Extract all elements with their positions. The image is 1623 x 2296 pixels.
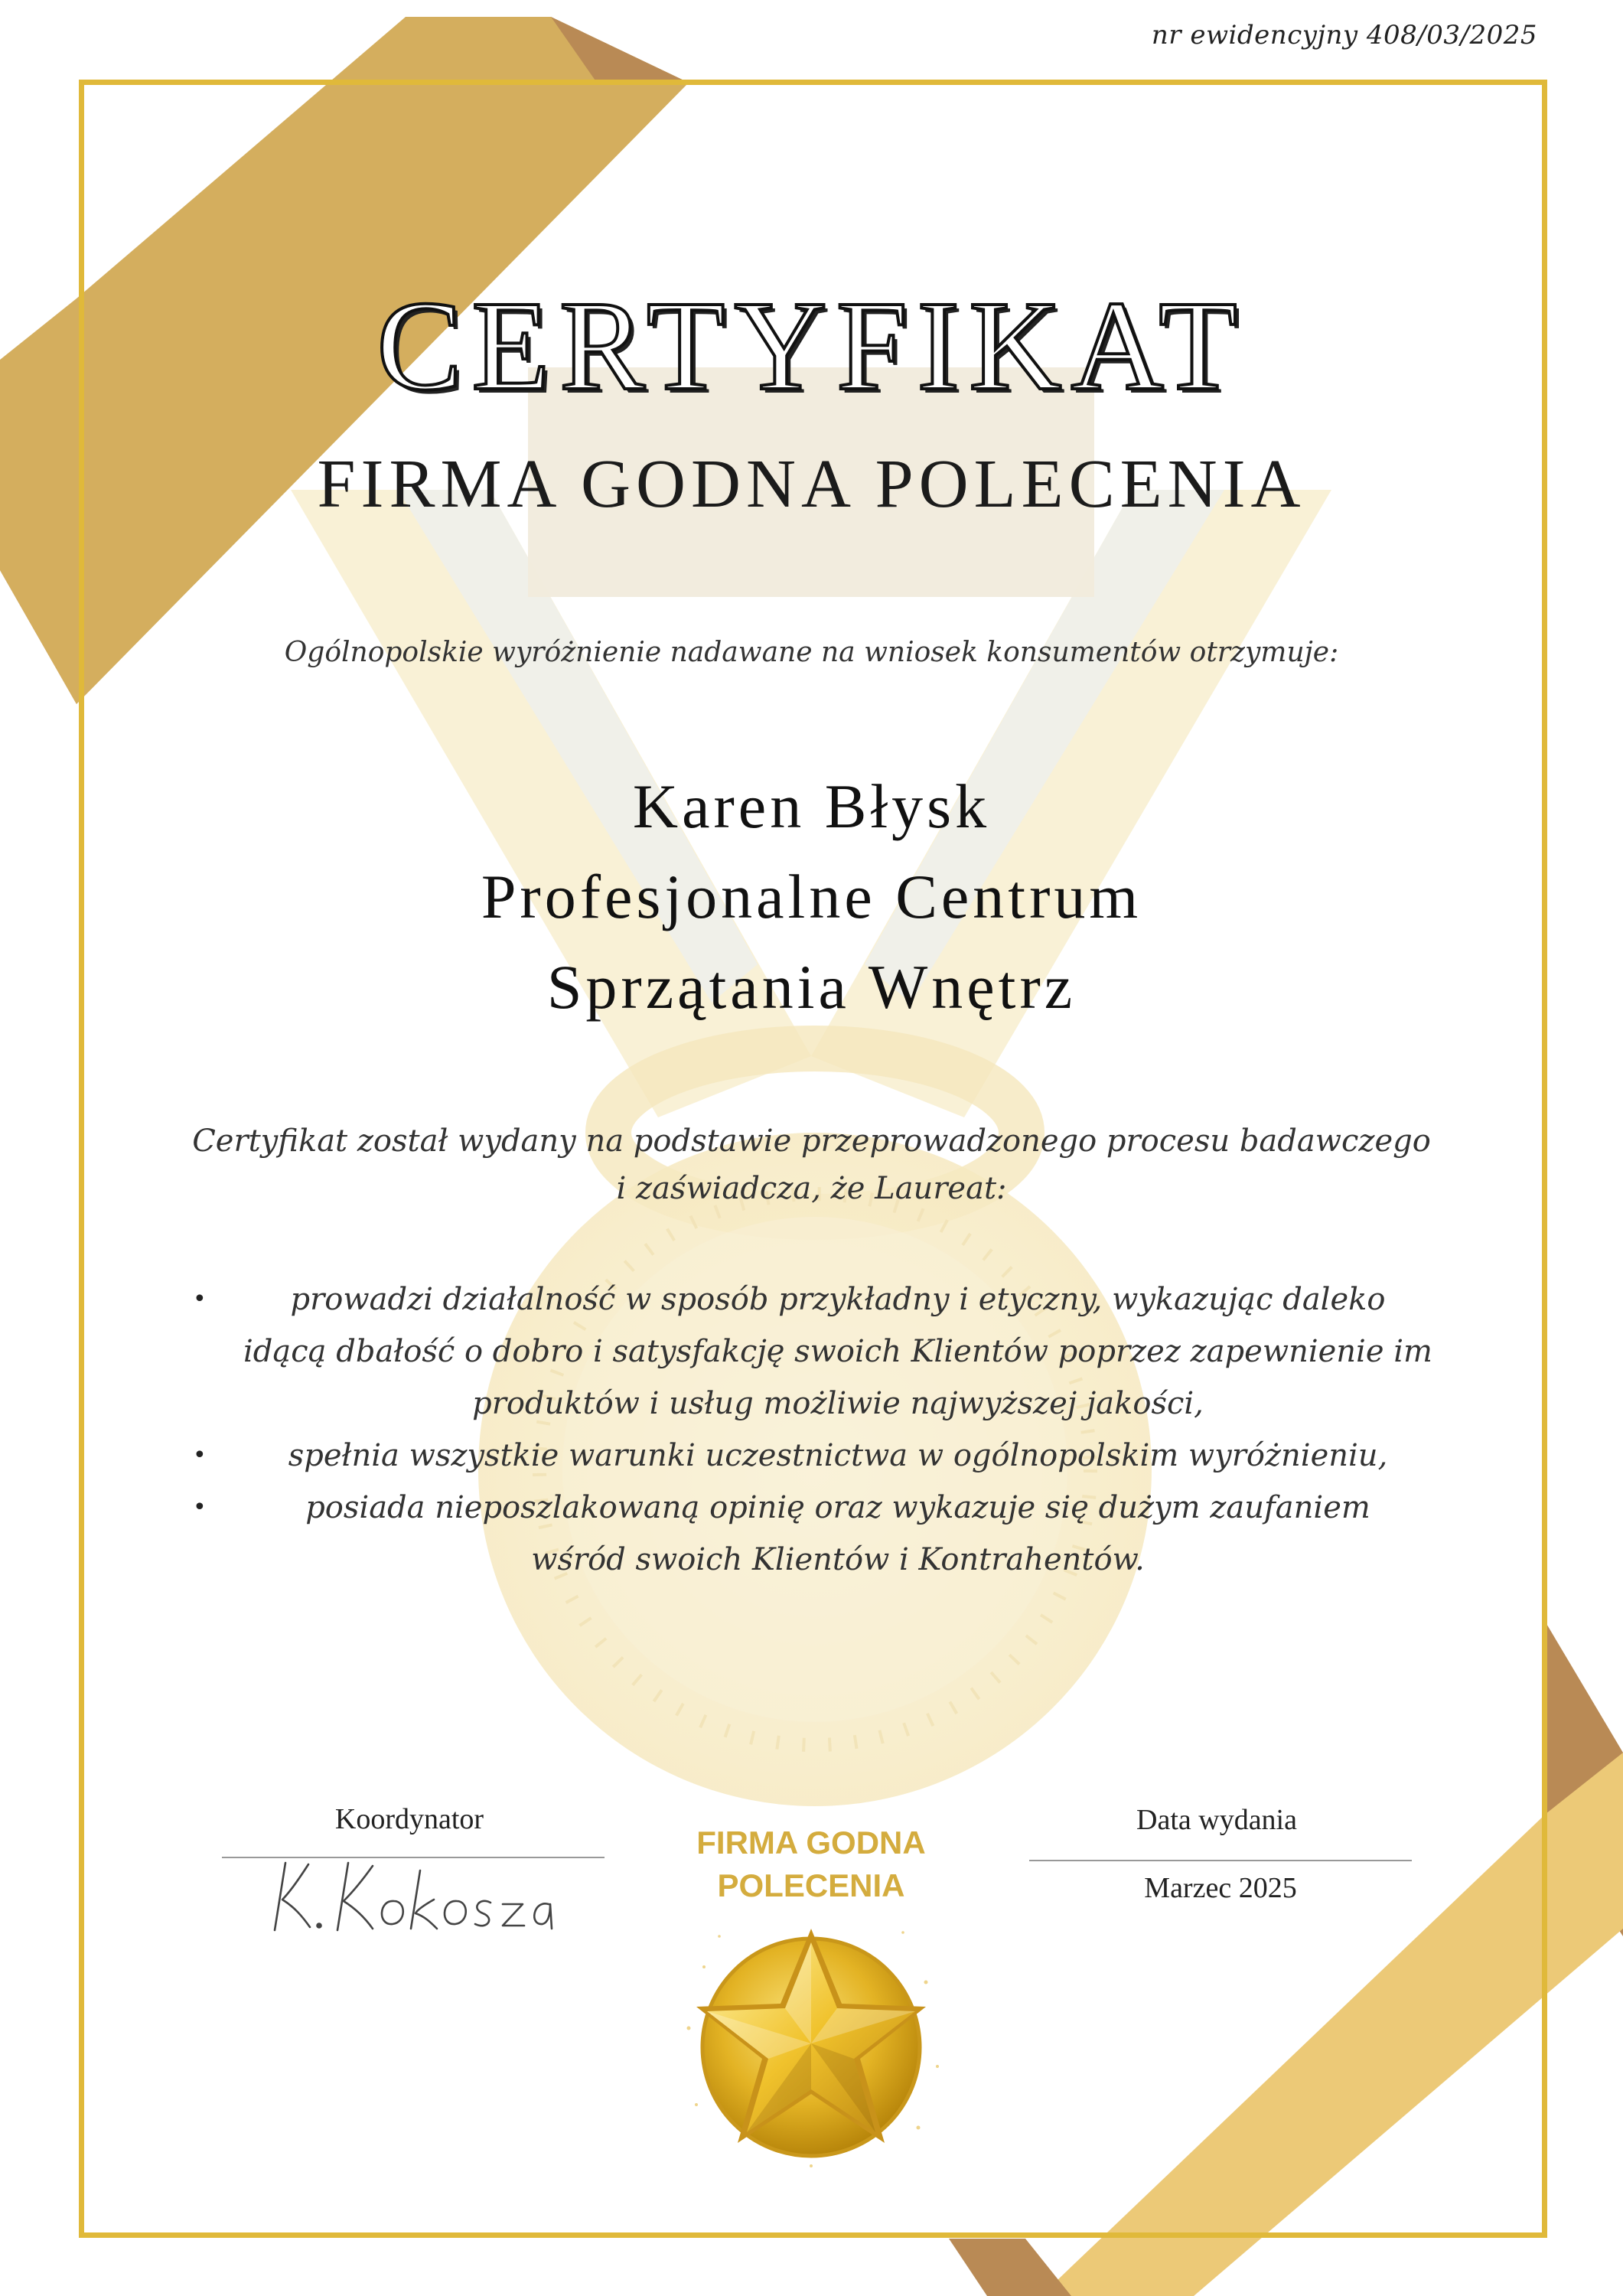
badge-title: [658, 1821, 964, 1907]
criteria-line: produktów i usług możliwie najwyższej jakości,: [472, 1386, 1204, 1421]
criteria-line: prowadzi działalność w sposób przykładny i etyczny, wykazując daleko: [290, 1282, 1386, 1317]
bullet-icon: •: [193, 1286, 207, 1313]
bullet-icon: •: [193, 1442, 207, 1469]
recipient-name: [0, 762, 1623, 1032]
recipient-line: Karen Błysk: [632, 771, 991, 841]
criteria-line: posiada nieposzlakowaną opinię oraz wykazuje się dużym zaufaniem: [305, 1490, 1370, 1525]
badge-line: FIRMA GODNA: [696, 1825, 926, 1861]
list-item: [176, 1274, 1469, 1430]
criteria-list: [176, 1274, 1469, 1586]
list-item: [176, 1430, 1469, 1482]
recipient-line: Sprzątania Wnętrz: [546, 952, 1077, 1022]
list-item: [176, 1482, 1469, 1586]
basis-text: [0, 1117, 1623, 1212]
registration-number: nr ewidencyjny 408/03/2025: [1151, 20, 1537, 51]
recipient-line: Profesjonalne Centrum: [481, 862, 1142, 931]
basis-line: i zaświadcza, że Laureat:: [616, 1171, 1007, 1206]
bullet-icon: •: [193, 1494, 207, 1521]
basis-line: Certyfikat został wydany na podstawie przeprowadzonego procesu badawczego: [192, 1124, 1431, 1159]
certificate-title: CERTYFIKAT: [376, 275, 1247, 417]
certificate-subtitle: FIRMA GODNA POLECENIA: [317, 446, 1306, 522]
badge-line: POLECENIA: [717, 1867, 905, 1903]
issue-date-value: Marzec 2025: [1144, 1872, 1297, 1904]
criteria-line: idącą dbałość o dobro i satysfakcję swoich Klientów poprzez zapewnienie im: [243, 1334, 1432, 1369]
criteria-line: spełnia wszystkie warunki uczestnictwa w ogólnopolskim wyróżnieniu,: [288, 1438, 1388, 1473]
coordinator-label: Koordynator: [334, 1803, 484, 1835]
criteria-line: wśród swoich Klientów i Kontrahentów.: [531, 1542, 1145, 1577]
coordinator-signature: [264, 1840, 555, 1947]
intro-text: Ogólnopolskie wyróżnienie nadawane na wniosek konsumentów otrzymuje:: [284, 637, 1339, 668]
gold-star-medal-icon: [673, 1913, 949, 2174]
issue-date-line: [1029, 1860, 1412, 1861]
issue-date-label: Data wydania: [1136, 1804, 1297, 1836]
